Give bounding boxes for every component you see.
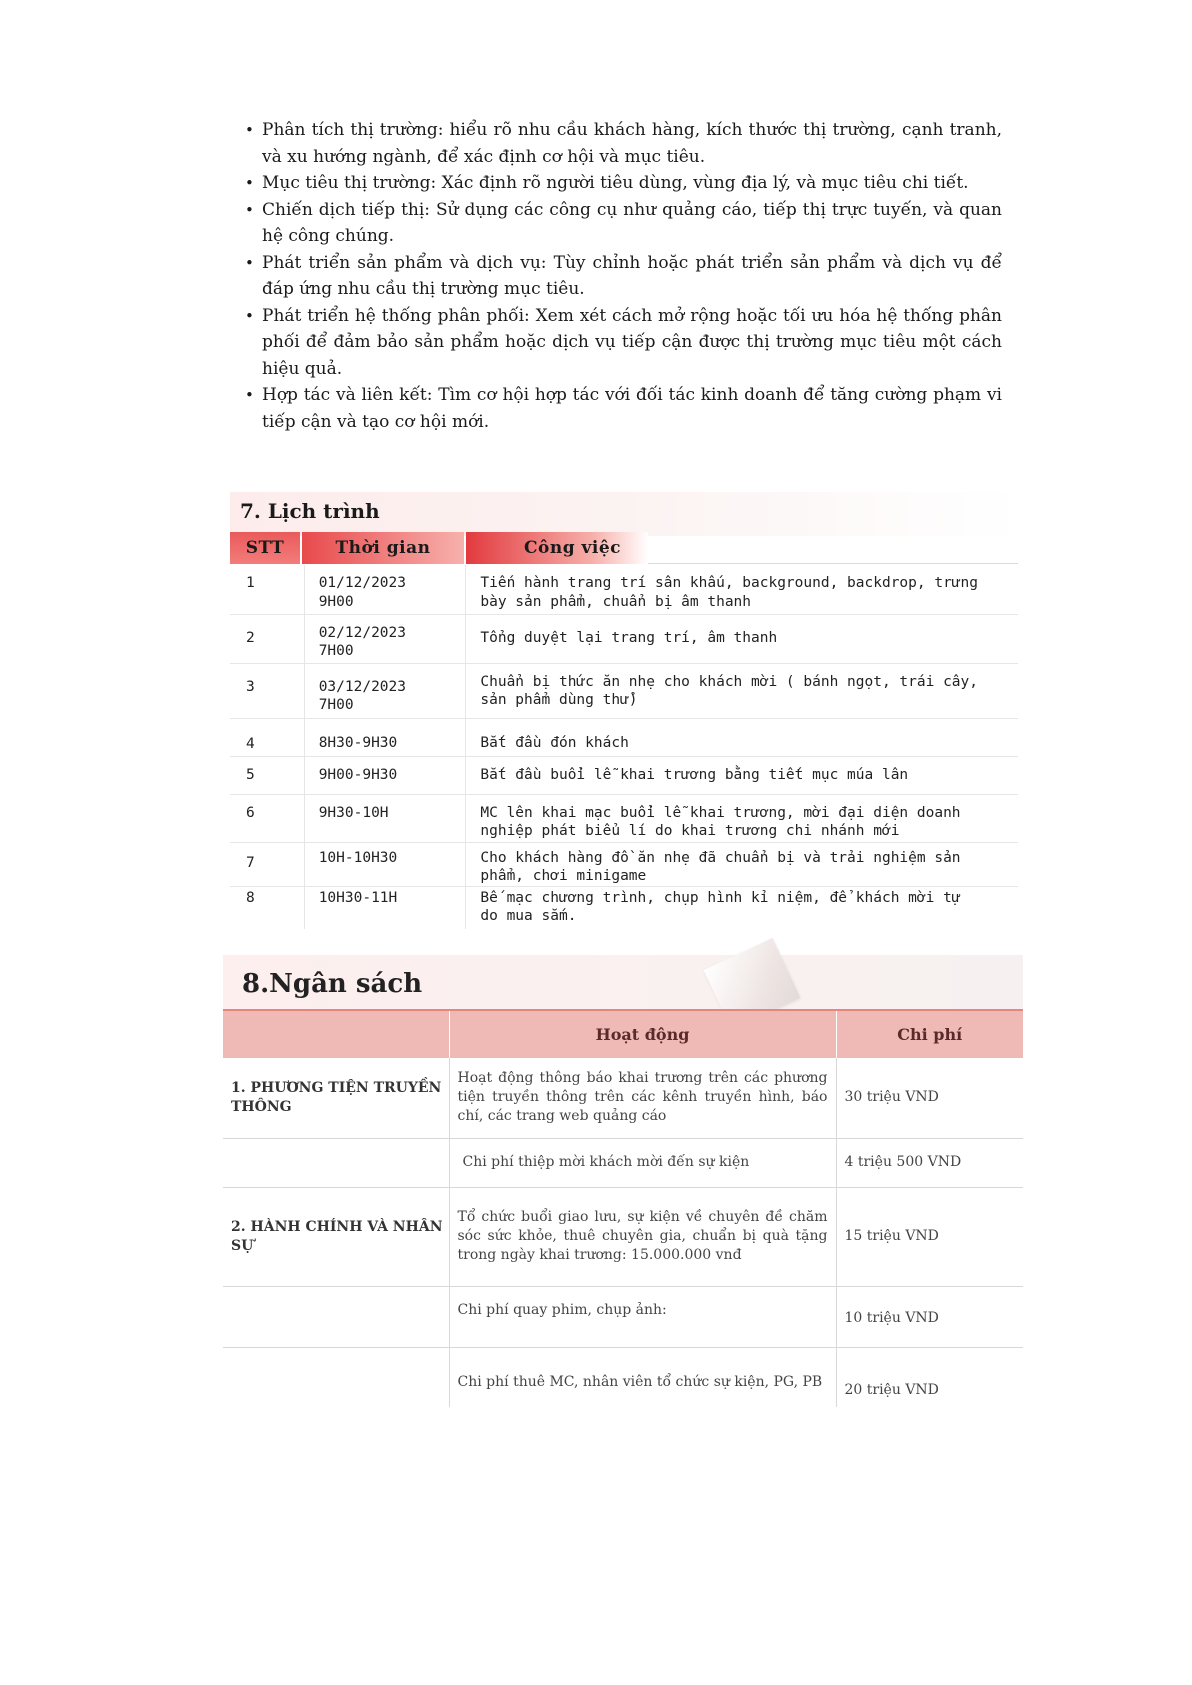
row-time: 03/12/2023 7H00 — [304, 663, 466, 718]
row-number: 6 — [230, 794, 304, 842]
table-row — [230, 718, 1018, 756]
budget-activity: Chi phí thuê MC, nhân viên tổ chức sự kiện, PG, PB — [449, 1347, 836, 1407]
table-row — [223, 1286, 1023, 1347]
budget-activity: Chi phí thiệp mời khách mời đến sự kiện — [449, 1138, 836, 1187]
row-task: Tiến hành trang trí sân khấu, background, backdrop, trưng bày sản phẩm, chuẩn bị âm thanh — [466, 565, 1018, 614]
budget-activity: Hoạt động thông báo khai trương trên các phương tiện truyền thông trên các kênh truyền hình, báo chí, các trang web quảng cáo — [449, 1058, 836, 1138]
table-row — [230, 663, 1018, 718]
budget-category — [223, 1286, 449, 1347]
row-task: Bắt đầu buổi lễ khai trương bằng tiết mục múa lân — [466, 756, 1018, 794]
row-time: 8H30-9H30 — [304, 718, 466, 756]
budget-header-category — [223, 1010, 449, 1058]
schedule-header-task: Công việc — [466, 532, 648, 564]
budget-header-row — [223, 1010, 1023, 1058]
row-number: 1 — [230, 565, 304, 614]
budget-cost: 10 triệu VND — [836, 1286, 1023, 1347]
table-row — [223, 1058, 1023, 1138]
row-number: 8 — [246, 889, 255, 906]
row-time: 02/12/2023 7H00 — [304, 614, 466, 663]
schedule-header-time: Thời gian — [302, 532, 464, 564]
row-number: 5 — [230, 756, 304, 794]
schedule-table — [230, 565, 1018, 929]
bullet-item: • Phát triển hệ thống phân phối: Xem xét cách mở rộng hoặc tối ưu hóa hệ thống phân phối để đảm bảo sản phẩm hoặc dịch vụ tiếp cận được thị trường mục tiêu một cách hiệu quả. — [262, 303, 1002, 383]
row-time: 01/12/2023 9H00 — [304, 565, 466, 614]
budget-header-activity: Hoạt động — [449, 1010, 836, 1058]
budget-cost: 15 triệu VND — [836, 1187, 1023, 1286]
table-row — [230, 614, 1018, 663]
budget-cost: 20 triệu VND — [836, 1347, 1023, 1407]
bullet-item: • Mục tiêu thị trường: Xác định rõ người tiêu dùng, vùng địa lý, và mục tiêu chi tiết. — [262, 170, 1002, 197]
table-row — [230, 794, 1018, 842]
bullet-item: • Chiến dịch tiếp thị: Sử dụng các công cụ như quảng cáo, tiếp thị trực tuyến, và quan hệ công chúng. — [262, 197, 1002, 250]
budget-category — [223, 1138, 449, 1187]
row-time: 10H30-11H — [304, 886, 466, 929]
budget-header-cost: Chi phí — [836, 1010, 1023, 1058]
row-number: 2 — [230, 614, 304, 663]
bullet-item: • Phát triển sản phẩm và dịch vụ: Tùy chỉnh hoặc phát triển sản phẩm và dịch vụ để đáp ứng nhu cầu thị trường mục tiêu. — [262, 250, 1002, 303]
budget-table — [223, 1009, 1023, 1407]
row-time: 9H00-9H30 — [304, 756, 466, 794]
budget-cost: 4 triệu 500 VND — [836, 1138, 1023, 1187]
table-row — [223, 1187, 1023, 1286]
schedule-header-stt: STT — [230, 532, 300, 564]
table-row — [230, 756, 1018, 794]
budget-category: 1. PHƯƠNG TIỆN TRUYỀN THÔNG — [223, 1058, 449, 1138]
budget-activity: Chi phí quay phim, chụp ảnh: — [449, 1286, 836, 1347]
table-row — [230, 886, 1018, 929]
budget-category — [223, 1347, 449, 1407]
row-task: Bế mạc chương trình, chụp hình kỉ niệm, để khách mời tự do mua sắm. — [466, 886, 1018, 929]
strategy-bullet-list — [262, 117, 1002, 435]
row-task: Bắt đầu đón khách — [466, 718, 1018, 756]
row-number: 3 — [230, 663, 304, 718]
table-row — [230, 842, 1018, 886]
row-task: Tổng duyệt lại trang trí, âm thanh — [466, 614, 1018, 663]
row-time: 9H30-10H — [304, 794, 466, 842]
row-time: 10H-10H30 — [304, 842, 466, 886]
row-task: Cho khách hàng đồ ăn nhẹ đã chuẩn bị và trải nghiệm sản phẩm, chơi minigame — [466, 842, 1018, 886]
table-row — [230, 565, 1018, 614]
row-number: 4 — [230, 718, 304, 756]
row-task: MC lên khai mạc buổi lễ khai trương, mời đại diện doanh nghiệp phát biểu lí do khai trương chi nhánh mới — [466, 794, 1018, 842]
bullet-item: • Phân tích thị trường: hiểu rõ nhu cầu khách hàng, kích thước thị trường, cạnh tranh, và xu hướng ngành, để xác định cơ hội và mục tiêu. — [262, 117, 1002, 170]
budget-cost: 30 triệu VND — [836, 1058, 1023, 1138]
budget-category: 2. HÀNH CHÍNH VÀ NHÂN SỰ — [223, 1187, 449, 1286]
row-number: 7 — [230, 842, 304, 886]
table-row — [223, 1138, 1023, 1187]
budget-activity: Tổ chức buổi giao lưu, sự kiện về chuyên đề chăm sóc sức khỏe, thuê chuyên gia, chuẩn bị quà tặng trong ngày khai trương: 15.000.000 vnđ — [449, 1187, 836, 1286]
row-task: Chuẩn bị thức ăn nhẹ cho khách mời ( bánh ngọt, trái cây, sản phẩm dùng thử) — [466, 663, 1018, 718]
budget-title: 8.Ngân sách — [242, 969, 423, 999]
schedule-title: 7. Lịch trình — [240, 499, 380, 523]
schedule-header-rule — [648, 563, 1018, 564]
bullet-item: • Hợp tác và liên kết: Tìm cơ hội hợp tác với đối tác kinh doanh để tăng cường phạm vi tiếp cận và tạo cơ hội mới. — [262, 382, 1002, 435]
table-row — [223, 1347, 1023, 1407]
